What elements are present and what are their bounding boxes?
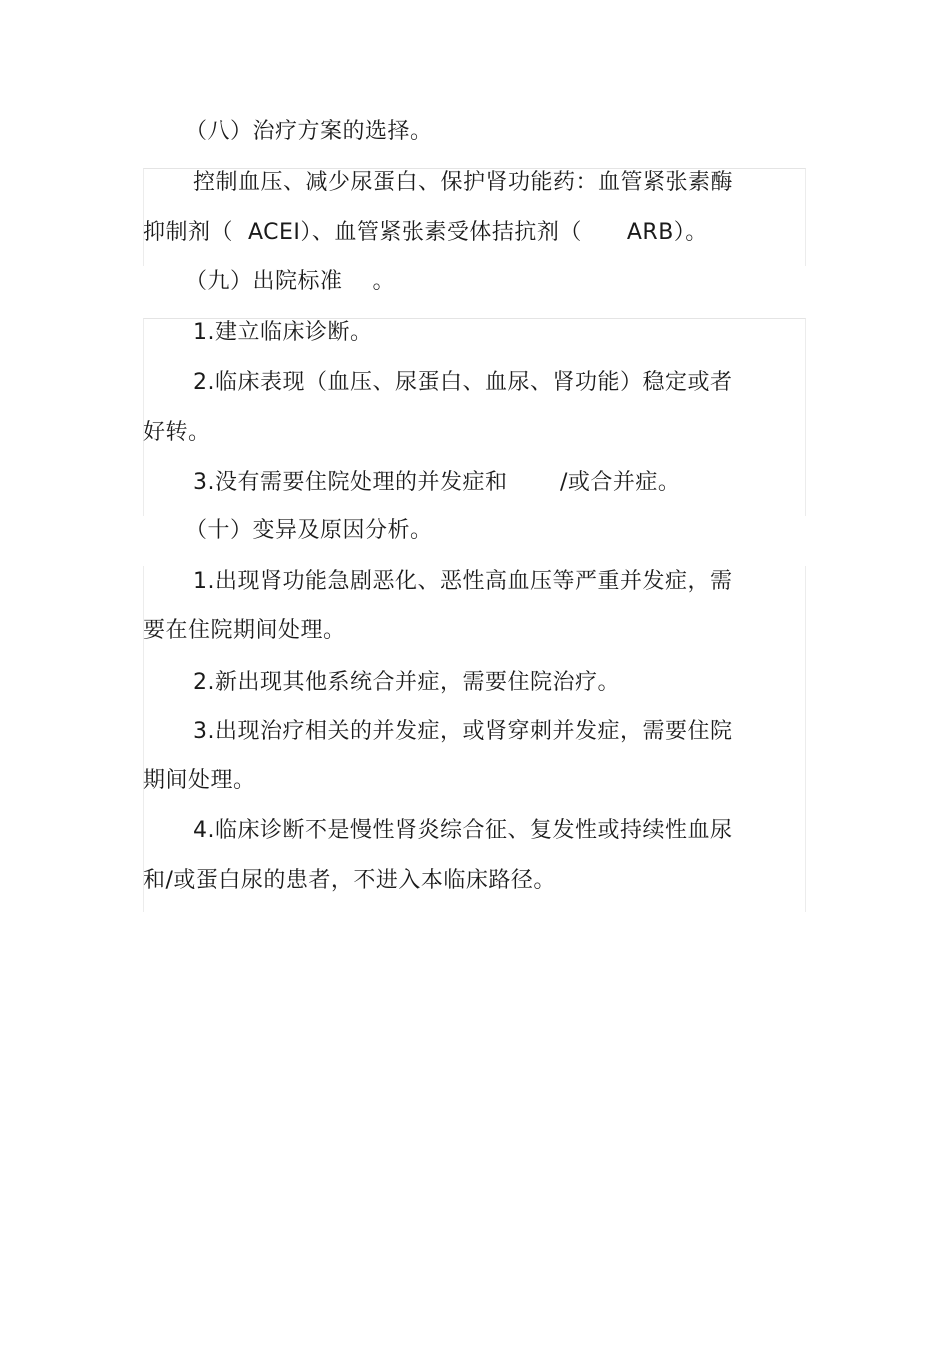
section-10-line: 和/或蛋白尿的患者，不进入本临床路径。	[143, 868, 556, 893]
section-9-line: 2.临床表现（血压、尿蛋白、血尿、肾功能）稳定或者	[193, 370, 733, 395]
section-10-line: 1.出现肾功能急剧恶化、恶性高血压等严重并发症，需	[193, 569, 733, 594]
section-10-line: 期间处理。	[143, 768, 256, 793]
section-9-line: 1.建立临床诊断。	[193, 320, 373, 345]
section-10-line: 4.临床诊断不是慢性肾炎综合征、复发性或持续性血尿	[193, 818, 733, 843]
section-10-line: 要在住院期间处理。	[143, 618, 346, 643]
section-heading-9: （九）出院标准 。	[185, 269, 395, 294]
section-heading-8: （八）治疗方案的选择。	[185, 119, 433, 144]
section-8-line: 抑制剂（ ACEI）、血管紧张素受体拮抗剂（ ARB）。	[143, 220, 708, 245]
section-9-line: 3.没有需要住院处理的并发症和 /或合并症。	[193, 470, 681, 495]
section-9-line: 好转。	[143, 420, 211, 445]
section-10-line: 2.新出现其他系统合并症，需要住院治疗。	[193, 670, 620, 695]
section-8-line: 控制血压、减少尿蛋白、保护肾功能药：血管紧张素酶	[193, 170, 734, 195]
section-10-line: 3.出现治疗相关的并发症，或肾穿刺并发症，需要住院	[193, 719, 733, 744]
section-heading-10: （十）变异及原因分析。	[185, 518, 433, 543]
